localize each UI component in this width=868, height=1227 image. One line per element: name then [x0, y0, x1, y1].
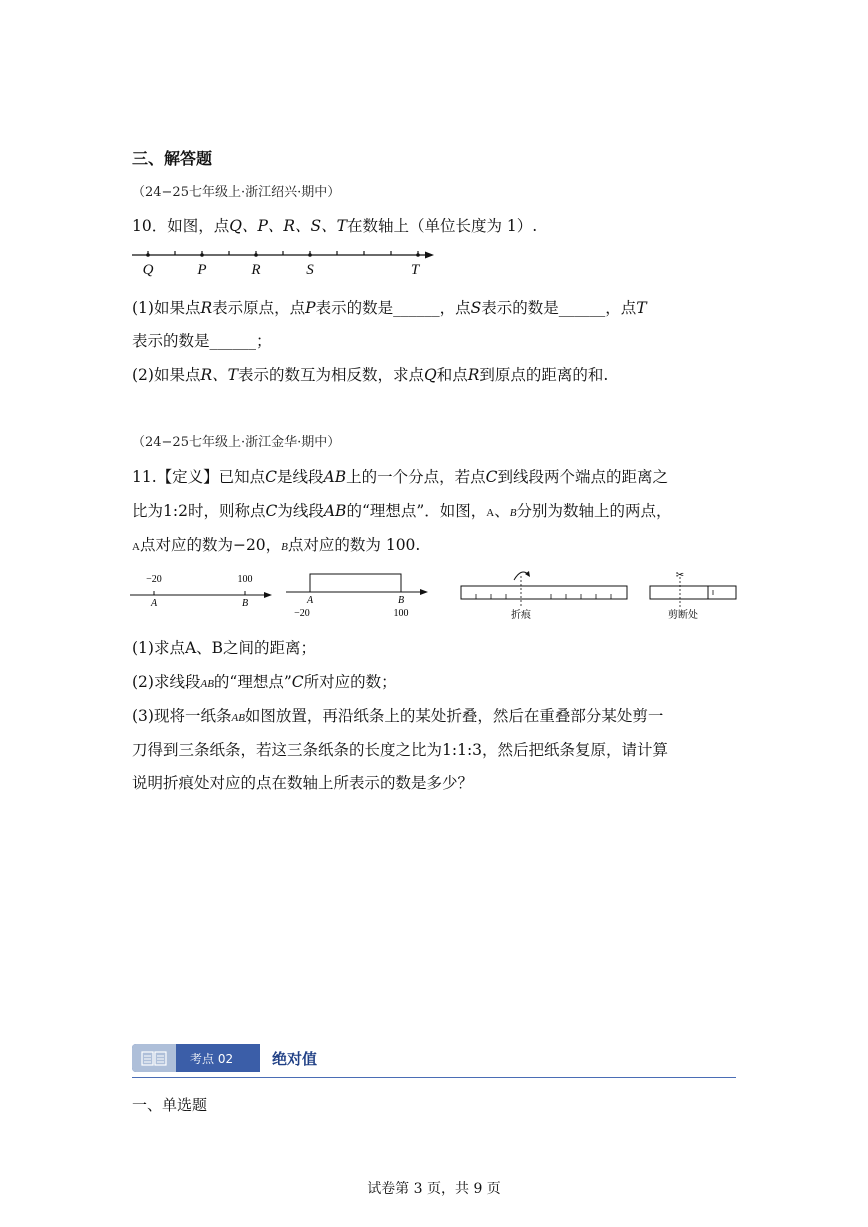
- var-p: P: [305, 299, 316, 317]
- text: 是线段: [277, 468, 324, 486]
- text: 和点: [436, 366, 468, 384]
- fig1-label-n20: −20: [146, 574, 162, 585]
- text: 的“理想点”．如图，: [346, 502, 487, 520]
- fig2-label-n20: −20: [294, 608, 310, 619]
- point-t: [416, 253, 420, 257]
- topic-banner: [132, 1044, 260, 1072]
- text: 表示原点，点: [212, 299, 306, 317]
- text: 如图放置，再沿纸条上的某处折叠，然后在重叠部分某处剪一: [244, 707, 664, 725]
- var-c: C: [485, 468, 498, 486]
- var-b: B: [281, 541, 288, 553]
- point-r: [254, 253, 258, 257]
- text: 、: [494, 502, 510, 520]
- var-ab: AB: [200, 678, 214, 690]
- var-a: A: [486, 507, 495, 519]
- point-q: [146, 253, 150, 257]
- fig2-label-a: A: [306, 595, 314, 606]
- text: (1)如果点: [132, 299, 201, 317]
- point-p: [200, 253, 204, 257]
- q10-stem-prefix: 10．如图，点: [132, 217, 230, 235]
- var-ab: AB: [323, 502, 347, 520]
- var-b: B: [509, 507, 517, 519]
- label-s: S: [306, 262, 314, 278]
- label-p: P: [197, 262, 207, 278]
- label-t: T: [410, 262, 420, 278]
- var-t: T: [636, 299, 647, 317]
- text: (3)现将一纸条: [132, 707, 232, 725]
- fig1-label-a: A: [150, 598, 158, 609]
- q10-part2: [132, 363, 608, 385]
- text: (2)求线段: [132, 673, 201, 691]
- var-c: C: [265, 468, 278, 486]
- var-s: S: [470, 299, 482, 317]
- var-rt: R、T: [200, 366, 238, 384]
- q11-part3-line3: 说明折痕处对应的点在数轴上所表示的数是多少？: [132, 774, 474, 792]
- fig-fold: [461, 571, 627, 621]
- page-footer: 试卷第 3 页，共 9 页: [367, 1181, 501, 1197]
- q10-stem-suffix: 在数轴上（单位长度为 1）.: [347, 217, 538, 235]
- text: 比为1:2时，则称点: [132, 502, 266, 520]
- q11-part3-line2: 刀得到三条纸条，若这三条纸条的长度之比为1:1:3，然后把纸条复原，请计算: [132, 741, 669, 759]
- var-r: R: [200, 299, 213, 317]
- q11-part3-line1: [132, 704, 663, 726]
- text: 所对应的数；: [303, 673, 397, 691]
- fig-cut: [650, 570, 736, 621]
- text: 11.【定义】已知点: [132, 468, 266, 486]
- text: 上的一个分点，若点: [346, 468, 486, 486]
- label-q: Q: [142, 262, 154, 278]
- book-icon: [141, 1051, 167, 1066]
- fig2-label-100: 100: [393, 608, 409, 619]
- text: 点对应的数为 100.: [287, 536, 421, 554]
- q11-line3: [132, 533, 420, 555]
- topic-divider: [132, 1077, 736, 1078]
- section-title: 三、解答题: [132, 149, 213, 168]
- text: 表示的数是______，点: [315, 299, 471, 317]
- q11-figures: [126, 568, 742, 624]
- next-section-title: 一、单选题: [132, 1096, 208, 1114]
- fig3-label-crease: 折痕: [511, 610, 531, 621]
- text: 的“理想点”: [213, 673, 292, 691]
- fig2-label-b: B: [397, 595, 405, 606]
- text: 到原点的距离的和.: [479, 366, 609, 384]
- text: 表示的数互为相反数，求点: [237, 366, 424, 384]
- text: 点对应的数为−20，: [139, 536, 282, 554]
- q10-points-list: Q、P、R、S、T: [229, 217, 347, 235]
- var-ab: AB: [231, 712, 245, 724]
- var-c: C: [291, 673, 304, 691]
- text: 为线段: [277, 502, 324, 520]
- q11-part2: [132, 670, 397, 692]
- q11-line1: [132, 465, 668, 487]
- fig4-label-cut: 剪断处: [668, 610, 698, 621]
- q10-part1-line1: [132, 296, 647, 318]
- point-s: [308, 253, 312, 257]
- q10-number-line: [128, 243, 438, 281]
- q11-line2: [132, 499, 672, 521]
- var-q: Q: [424, 366, 437, 384]
- text: (2)如果点: [132, 366, 201, 384]
- var-r: R: [467, 366, 480, 384]
- q11-source: （24−25七年级上·浙江金华·期中）: [132, 435, 341, 450]
- label-r: R: [251, 262, 261, 278]
- text: 分别为数轴上的两点，: [516, 502, 672, 520]
- fig-axis-ab: [130, 574, 272, 609]
- fig1-label-b: B: [241, 598, 249, 609]
- fig-paper-strip: [286, 574, 428, 619]
- q10-stem: [132, 214, 537, 236]
- q11-part1: (1)求点A、B之间的距离；: [132, 639, 317, 657]
- q10-source: （24−25七年级上·浙江绍兴·期中）: [132, 185, 341, 200]
- topic-badge: 考点 02: [190, 1052, 234, 1066]
- var-ab: AB: [323, 468, 347, 486]
- q10-part1-line2: 表示的数是______；: [132, 332, 272, 350]
- var-c: C: [265, 502, 278, 520]
- var-a: A: [132, 541, 140, 553]
- topic-title: 绝对值: [272, 1050, 318, 1068]
- text: 表示的数是______，点: [481, 299, 637, 317]
- text: 到线段两个端点的距离之: [497, 468, 669, 486]
- fig1-label-100: 100: [237, 574, 253, 585]
- scissors-icon: ✂: [675, 570, 685, 581]
